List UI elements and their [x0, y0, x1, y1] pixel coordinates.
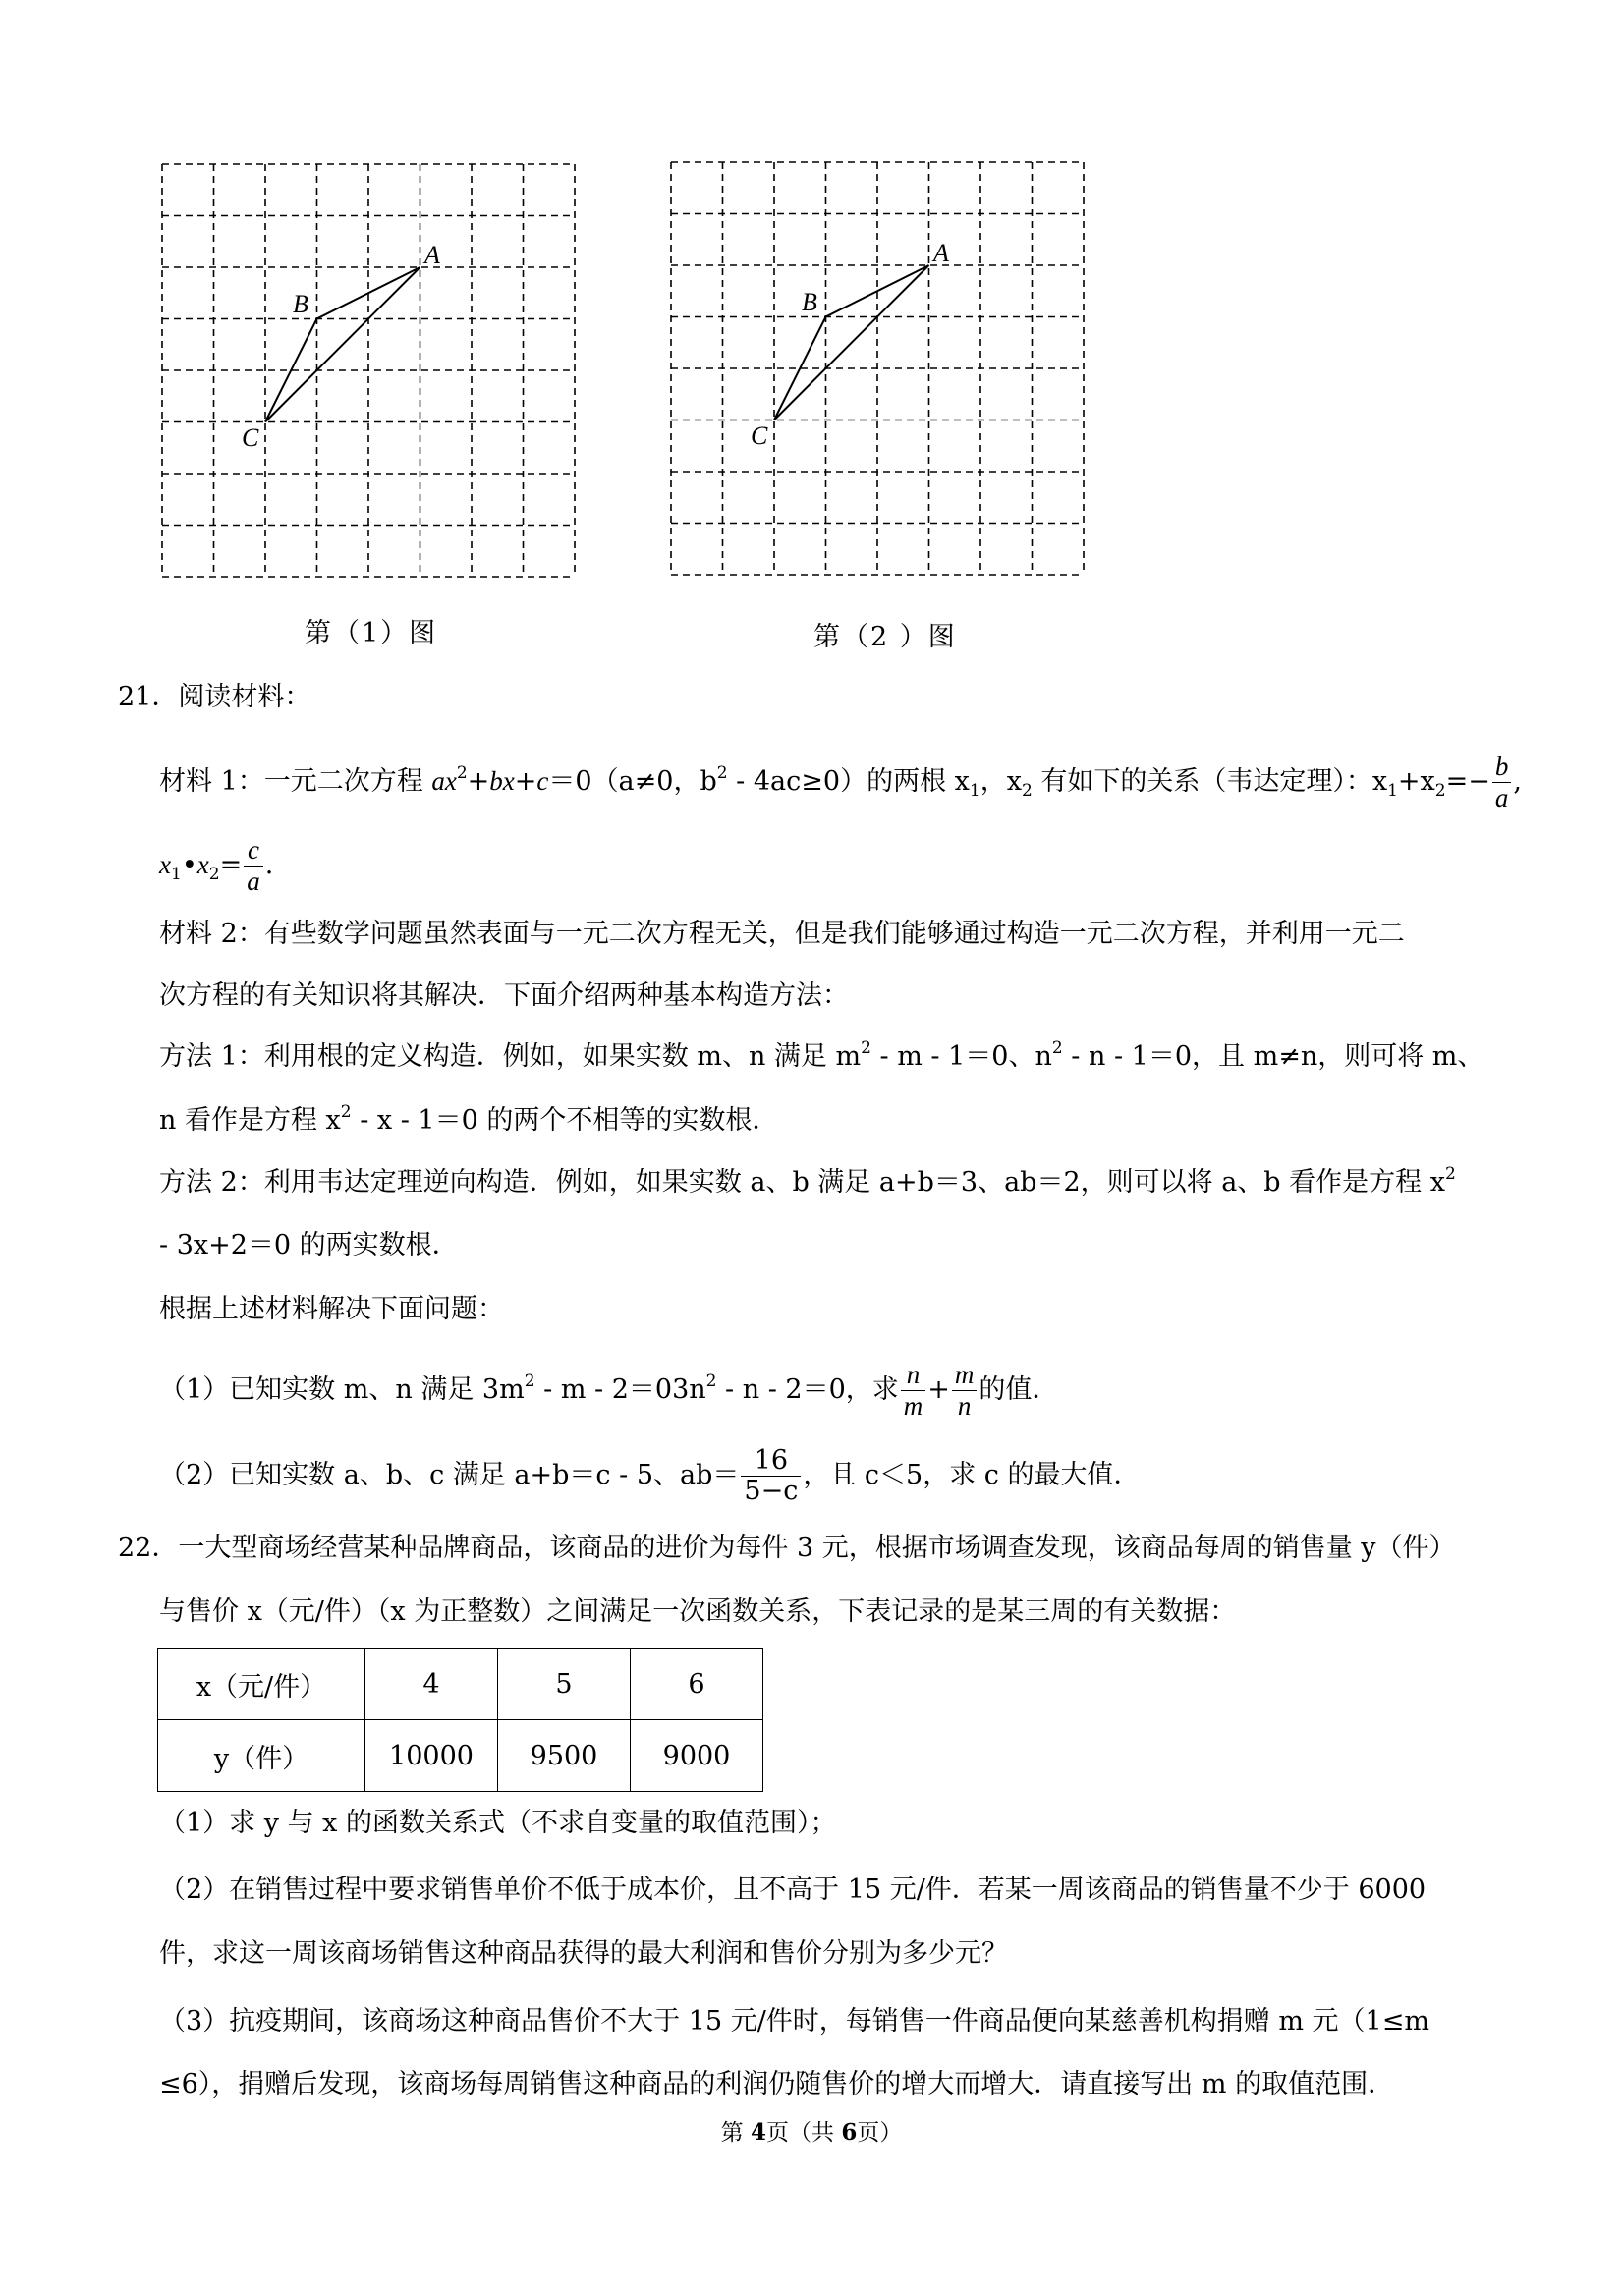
grid-figure-1 [157, 159, 589, 591]
table-cell: x（元/件） [158, 1649, 365, 1720]
question-22 [118, 1531, 1456, 1566]
q22-part-3-line-1: （3）抗疫期间，该商场这种商品售价不大于 15 元/件时，每销售一件商品便向某慈善机构捐赠 m 元（1≤m [159, 2006, 1429, 2037]
text: = [219, 850, 243, 880]
label-b: B [293, 290, 308, 318]
footer-text: 页（共 [766, 2120, 842, 2146]
question-text: 一大型商场经营某种品牌商品，该商品的进价为每件 3 元，根据市场调查发现，该商品每周的销售量 y（件） [178, 1533, 1456, 1563]
figure-1-caption: 第（1）图 [305, 618, 438, 648]
text: - n - 1＝0，且 m≠n，则可将 m、 [1062, 1041, 1484, 1072]
text: ，x [979, 766, 1022, 797]
total-pages: 6 [841, 2119, 858, 2146]
fraction-b-over-a: $\frac{b}{a}$ [1492, 752, 1512, 813]
text: 有如下的关系（韦达定理）：x [1032, 766, 1388, 797]
triangle-abc-2 [774, 265, 929, 420]
method-2-line-2: - 3x+2＝0 的两实数根． [159, 1230, 459, 1260]
text: +x [1397, 766, 1435, 797]
q21-part-2 [159, 1446, 1141, 1506]
table-cell: 9500 [498, 1720, 631, 1792]
material-1-product: $x_1•x_2=$ $\frac{c}{a}$ . [159, 835, 274, 896]
q22-line-2: 与售价 x（元/件）（x 为正整数）之间满足一次函数关系，下表记录的是某三周的有关数据： [159, 1596, 1237, 1627]
question-title: 阅读材料： [178, 682, 311, 712]
q22-part-2-line-2: 件，求这一周该商场销售这种商品获得的最大利润和售价分别为多少元？ [159, 1938, 1008, 1969]
label-c: C [242, 423, 259, 452]
table-cell: 10000 [365, 1720, 498, 1792]
solve-prompt: 根据上述材料解决下面问题： [159, 1294, 504, 1324]
question-number: 21． [118, 682, 179, 712]
text: - m - 1＝0、n [870, 1041, 1052, 1072]
text: n 看作是方程 x [159, 1105, 341, 1136]
table-cell: 9000 [631, 1720, 763, 1792]
method-1-line-1: 方法 1：利用根的定义构造．例如，如果实数 m、n 满足 $m^2 - m - 1=0$、$n^2 - n - 1=0$，且 m≠n，则可将 m、 [159, 1038, 1484, 1072]
question-21 [118, 680, 310, 715]
table-cell: 6 [631, 1649, 763, 1720]
grid-figure-2 [666, 157, 1098, 589]
text: - m - 2＝03n [534, 1374, 706, 1405]
text: 的值． [979, 1374, 1059, 1405]
frac-den: 5−c [744, 1476, 799, 1506]
page-footer [0, 2114, 1623, 2147]
table-cell: y（件） [158, 1720, 365, 1792]
text: ，且 c＜5，求 c 的最大值． [803, 1460, 1141, 1490]
table-row [158, 1720, 763, 1792]
fraction-16-over-5-minus-c [741, 1446, 801, 1506]
label-a-2: A [933, 239, 949, 267]
triangle-abc [265, 267, 420, 422]
figure-2-caption: 第（2 ）图 [813, 622, 957, 652]
question-number: 22． [118, 1533, 179, 1563]
q22-part-3-line-2: ≤6），捐赠后发现，该商场每周销售这种商品的利润仍随售价的增大而增大．请直接写出 m 的取值范围． [159, 2069, 1395, 2100]
text: （2）已知实数 a、b、c 满足 a+b＝c - 5、ab＝ [159, 1460, 740, 1490]
q22-part-2-line-1: （2）在销售过程中要求销售单价不低于成本价，且不高于 15 元/件．若某一周该商品的销售量不少于 6000 [159, 1875, 1427, 1905]
text: （1）已知实数 m、n 满足 3m [159, 1374, 525, 1405]
method-1-line-2: n 看作是方程 $x^2 - x - 1=0$ 的两个不相等的实数根． [159, 1102, 779, 1136]
method-2-line-1: 方法 2：利用韦达定理逆向构造．例如，如果实数 a、b 满足 a+b＝3、ab＝2，则可以将 a、b 看作是方程 $x^2$ [159, 1164, 1456, 1198]
fraction-m-over-n: $\frac{m}{n}$ [952, 1360, 978, 1422]
footer-text: 第 [720, 2120, 751, 2146]
fraction-n-over-m: $\frac{n}{m}$ [901, 1360, 926, 1422]
text: 方法 2：利用韦达定理逆向构造．例如，如果实数 a、b 满足 a+b＝3、ab＝2，则可以将 a、b 看作是方程 x [159, 1167, 1445, 1198]
data-table [157, 1648, 763, 1792]
material-2-line-2: 次方程的有关知识将其解决．下面介绍两种基本构造方法： [159, 980, 849, 1011]
text: =− [1445, 766, 1490, 797]
q21-part-1: （1）已知实数 m、n 满足 $3m^2 - m - 2=03n^2 - n - 2=0$，求 $\frac{n}{m}$ + $\frac{m}{n}$ 的值． [159, 1360, 1059, 1421]
label-a: A [424, 241, 440, 269]
footer-text: 页） [857, 2120, 903, 2146]
label-b-2: B [802, 288, 817, 316]
frac-num: 16 [741, 1446, 801, 1477]
table-cell: 5 [498, 1649, 631, 1720]
page-number: 4 [750, 2119, 766, 2146]
table-row [158, 1649, 763, 1720]
text: 材料 1：一元二次方程 [159, 766, 432, 797]
table-cell: 4 [365, 1649, 498, 1720]
text: - 4ac≥0）的两根 x [727, 766, 970, 797]
label-c-2: C [751, 421, 768, 450]
text: - n - 2＝0，求 [716, 1374, 899, 1405]
material-1-line: 材料 1：一元二次方程 $ax^2+bx+c=0(a\ne 0$，$b^2 - 4ac\ge 0$）的两根 $x_1$，$x_2$ 有如下的关系（韦达定理）：$x_1+x_2=-$ $\frac{b}{a}$ , [159, 752, 1522, 812]
material-2-line-1: 材料 2：有些数学问题虽然表面与一元二次方程无关，但是我们能够通过构造一元二次方程，并利用一元二 [159, 919, 1405, 949]
q22-part-1: （1）求 y 与 x 的函数关系式（不求自变量的取值范围）； [159, 1808, 837, 1838]
text: - x - 1＝0 的两个不相等的实数根． [351, 1105, 779, 1136]
text: （a≠0，b [591, 766, 717, 797]
text: 方法 1：利用根的定义构造．例如，如果实数 m、n 满足 m [159, 1041, 862, 1072]
fraction-c-over-a: $\frac{c}{a}$ [244, 835, 263, 897]
